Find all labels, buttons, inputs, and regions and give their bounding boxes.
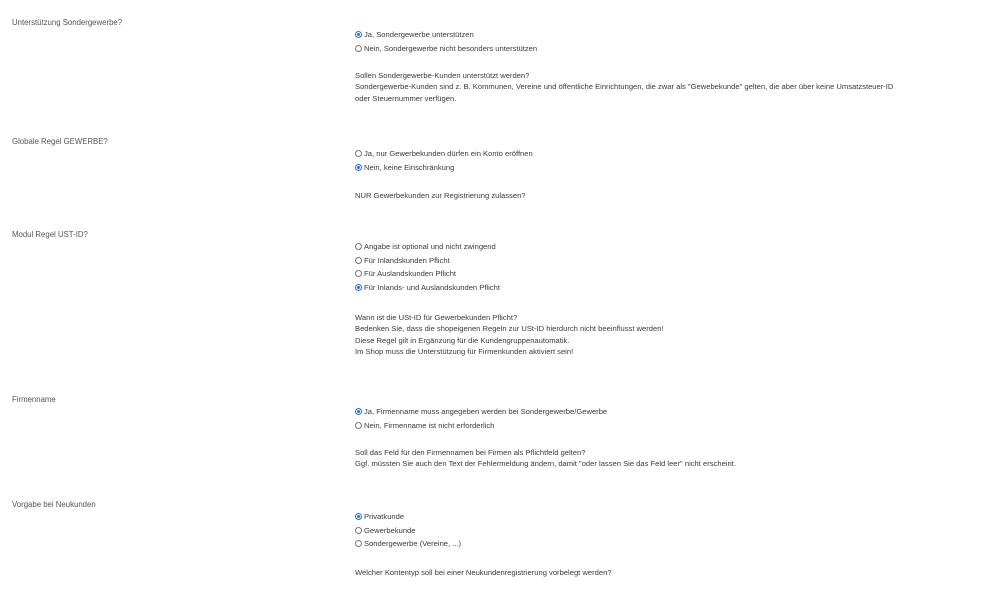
radio-option-label: Gewerbekunde: [364, 525, 416, 535]
setting-label: Modul Regel UST-ID?: [12, 230, 88, 239]
setting-description: [355, 190, 526, 201]
radio-group-gewerbe: [355, 147, 533, 174]
radio-option-label: Angabe ist optional und nicht zwingend: [364, 242, 496, 252]
description-line: Soll das Feld für den Firmennamen bei Firmen als Pflichtfeld gelten?: [355, 448, 586, 457]
radio-option-ust-inland[interactable]: [355, 254, 500, 268]
radio-checked-icon[interactable]: [355, 513, 362, 520]
radio-checked-icon[interactable]: [355, 164, 362, 171]
radio-option-label: Ja, nur Gewerbekunden dürfen ein Konto eröffnen: [364, 149, 533, 159]
radio-checked-icon[interactable]: [355, 284, 362, 291]
radio-unchecked-icon[interactable]: [355, 540, 362, 547]
radio-checked-icon[interactable]: [355, 408, 362, 415]
radio-option-label: Nein, keine Einschränkung: [364, 162, 455, 172]
radio-option-firmenname-optional[interactable]: [355, 419, 607, 433]
radio-unchecked-icon[interactable]: [355, 422, 362, 429]
setting-label: Globale Regel GEWERBE?: [12, 137, 108, 146]
description-line: oder Steuernummer verfügen.: [355, 93, 457, 103]
radio-option-sondergewerbe[interactable]: [355, 537, 461, 551]
radio-option-ust-both[interactable]: [355, 281, 500, 295]
radio-option-label: Nein, Sondergewerbe nicht besonders unterstützen: [364, 43, 538, 53]
setting-description: [355, 312, 664, 357]
radio-group-firmenname: [355, 405, 607, 432]
radio-option-label: Nein, Firmenname ist nicht erforderlich: [364, 420, 495, 430]
setting-label: Firmenname: [12, 395, 56, 404]
radio-option-gewerbe-only[interactable]: [355, 147, 533, 161]
description-line: Ggf. müssten Sie auch den Text der Fehlermeldung ändern, damit "oder lassen Sie das Feld leer" nicht erscheint.: [355, 459, 736, 469]
radio-option-sondergewerbe-yes[interactable]: [355, 28, 537, 42]
radio-group-neukunden: [355, 510, 461, 551]
radio-option-ust-ausland[interactable]: [355, 267, 500, 281]
radio-checked-icon[interactable]: [355, 31, 362, 38]
description-line: Welcher Kontentyp soll bei einer Neukundenregistrierung vorbelegt werden?: [355, 568, 612, 577]
radio-option-label: Ja, Firmenname muss angegeben werden bei Sondergewerbe/Gewerbe: [364, 407, 608, 417]
description-line: Bedenken Sie, dass die shopeigenen Regeln zur USt-ID hierdurch nicht beeinflusst werden!: [355, 324, 664, 334]
radio-option-gewerbe-none[interactable]: [355, 161, 533, 175]
radio-option-label: Für Inlands- und Auslandskunden Pflicht: [364, 283, 500, 293]
radio-unchecked-icon[interactable]: [355, 45, 362, 52]
radio-unchecked-icon[interactable]: [355, 527, 362, 534]
description-line: Sollen Sondergewerbe-Kunden unterstützt werden?: [355, 71, 530, 80]
setting-label: Unterstützung Sondergewerbe?: [12, 18, 123, 27]
radio-group-ust-id: [355, 240, 500, 294]
setting-label: Vorgabe bei Neukunden: [12, 500, 96, 509]
radio-option-label: Privatkunde: [364, 512, 405, 522]
radio-option-label: Sondergewerbe (Vereine, ...): [364, 539, 462, 549]
setting-description: [355, 567, 612, 578]
radio-option-label: Ja, Sondergewerbe unterstützen: [364, 30, 474, 40]
description-line: Wann ist die USt-ID für Gewerbekunden Pflicht?: [355, 313, 518, 322]
description-line: NUR Gewerbekunden zur Registrierung zulassen?: [355, 191, 526, 200]
radio-unchecked-icon[interactable]: [355, 243, 362, 250]
radio-unchecked-icon[interactable]: [355, 257, 362, 264]
radio-option-sondergewerbe-no[interactable]: [355, 42, 537, 56]
description-line: Im Shop muss die Unterstützung für Firmenkunden aktiviert sein!: [355, 346, 574, 356]
radio-option-ust-optional[interactable]: [355, 240, 500, 254]
radio-group-sondergewerbe: [355, 28, 537, 55]
radio-option-label: Für Auslandskunden Pflicht: [364, 269, 457, 279]
description-line: Sondergewerbe-Kunden sind z. B. Kommunen, Vereine und öffentliche Einrichtungen, die zwar als "Gewebekunde" gelten, die aber über keine Umsatzsteuer-ID: [355, 82, 894, 92]
radio-option-label: Für Inlandskunden Pflicht: [364, 255, 450, 265]
setting-description: [355, 70, 893, 104]
radio-option-firmenname-required[interactable]: [355, 405, 607, 419]
radio-unchecked-icon[interactable]: [355, 270, 362, 277]
description-line: Diese Regel gilt in Ergänzung für die Kundengruppenautomatik.: [355, 335, 570, 345]
radio-unchecked-icon[interactable]: [355, 150, 362, 157]
setting-description: [355, 447, 736, 470]
radio-option-privatkunde[interactable]: [355, 510, 461, 524]
radio-option-gewerbekunde[interactable]: [355, 524, 461, 538]
